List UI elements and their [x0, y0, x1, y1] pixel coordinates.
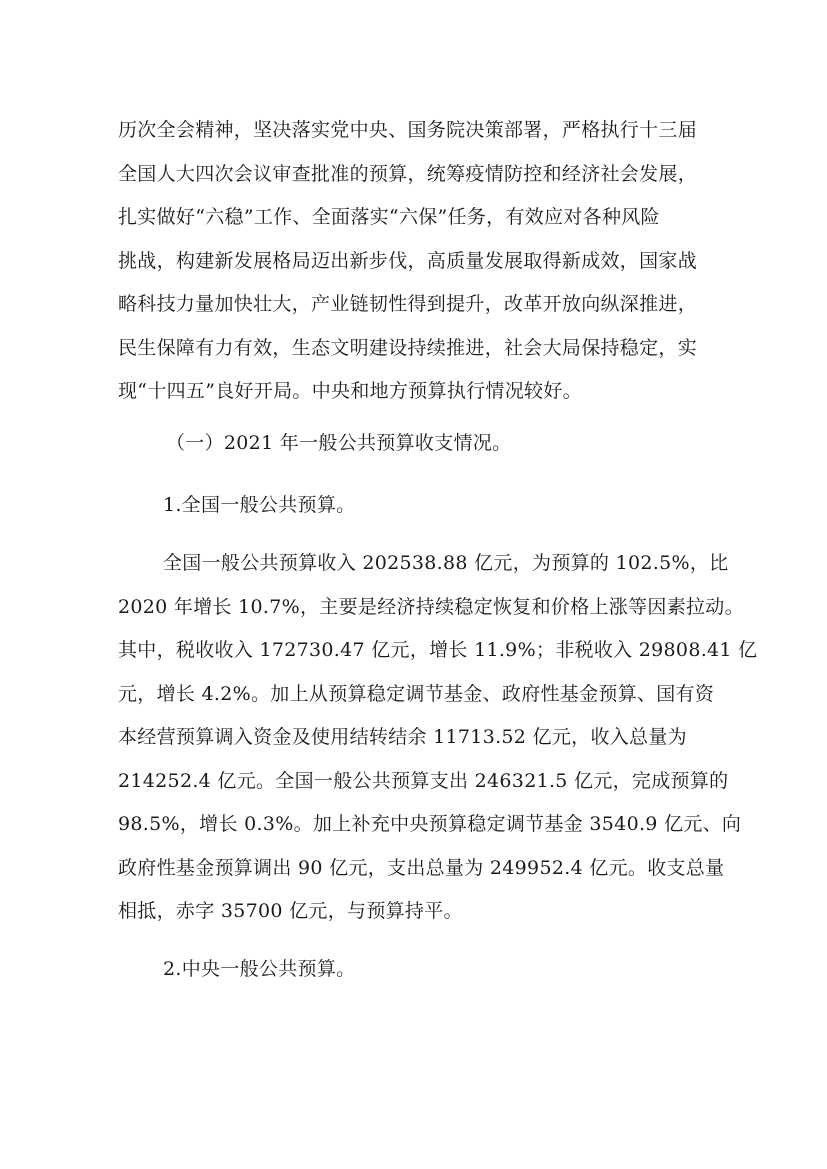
subsection-2-block	[118, 948, 710, 992]
text-line: 略科技力量加快壮大，产业链韧性得到提升，改革开放向纵深推进，	[118, 293, 698, 315]
text-line: 本经营预算调入资金及使用结转结余 11713.52 亿元，收入总量为	[118, 726, 687, 748]
text-line: 扎实做好“六稳”工作、全面落实“六保”任务，有效应对各种风险	[118, 206, 660, 228]
text-line: 全国一般公共预算收入 202538.88 亿元，为预算的 102.5%，比	[163, 552, 729, 574]
subsection-heading-central: 2.中央一般公共预算。	[163, 958, 356, 980]
text-line: 214252.4 亿元。全国一般公共预算支出 246321.5 亿元，完成预算的	[118, 769, 729, 792]
text-line: 98.5%，增长 0.3%。加上补充中央预算稳定调节基金 3540.9 亿元、向	[118, 813, 742, 835]
text-line: 民生保障有力有效，生态文明建设持续推进，社会大局保持稳定，实	[118, 336, 698, 359]
text-line: 其中，税收收入 172730.47 亿元，增长 11.9%；非税收入 29808.41 亿	[118, 639, 758, 661]
subsection-heading-national: 1.全国一般公共预算。	[163, 494, 356, 516]
text-line: 2020 年增长 10.7%，主要是经济持续稳定恢复和价格上涨等因素拉动。	[118, 595, 744, 618]
text-line: 全国人大四次会议审查批准的预算，统筹疫情防控和经济社会发展，	[118, 162, 698, 185]
text-line: 现“十四五”良好开局。中央和地方预算执行情况较好。	[118, 380, 582, 402]
text-line: 历次全会精神，坚决落实党中央、国务院决策部署，严格执行十三届	[118, 119, 698, 141]
text-line: 政府性基金预算调出 90 亿元，支出总量为 249952.4 亿元。收支总量	[118, 856, 725, 879]
subsection-1-block	[118, 484, 710, 528]
text-line: 元，增长 4.2%。加上从预算稳定调节基金、政府性基金预算、国有资	[118, 682, 715, 705]
section-heading-block	[118, 422, 710, 466]
text-line: 相抵，赤字 35700 亿元，与预算持平。	[118, 900, 463, 922]
national-budget-paragraph	[118, 542, 758, 934]
text-line: 挑战，构建新发展格局迈出新步伐，高质量发展取得新成效，国家战	[118, 249, 698, 272]
intro-paragraph	[118, 109, 710, 414]
section-heading: （一）2021 年一般公共预算收支情况。	[166, 432, 512, 454]
